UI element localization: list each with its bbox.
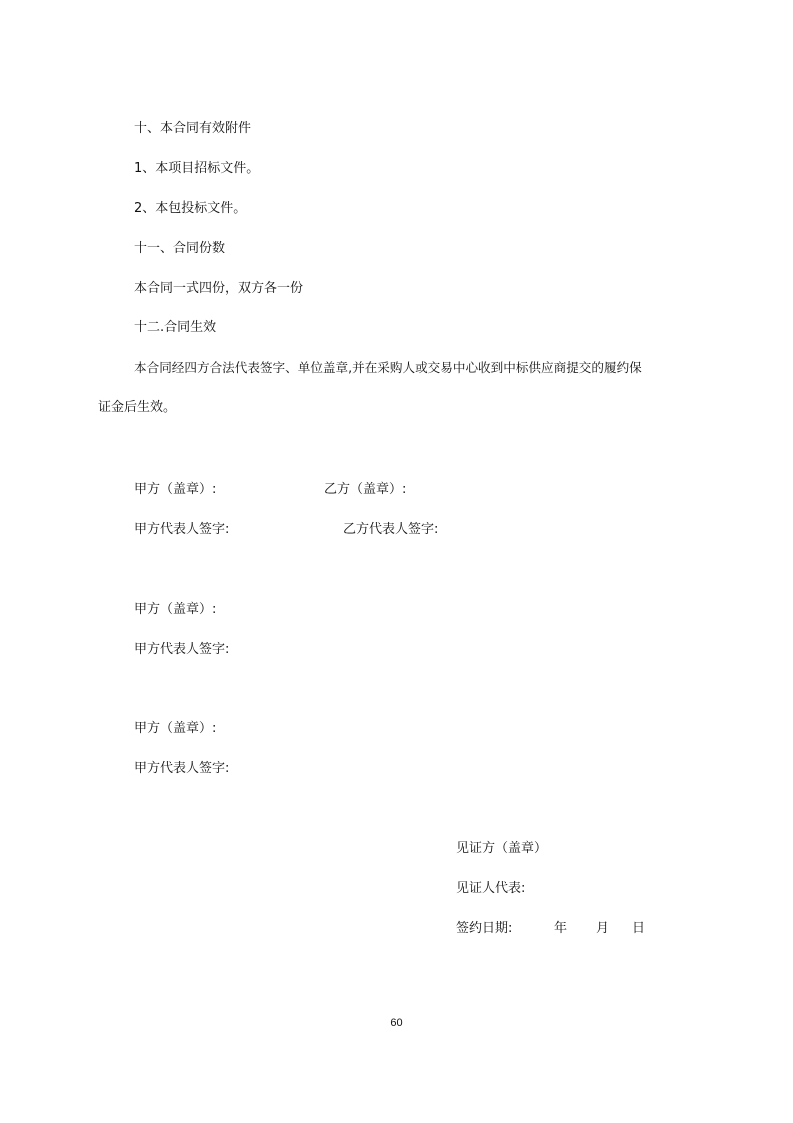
attachment-item-2: 2、本包投标文件。 [134,201,247,216]
block2-party-a-seal: 甲方（盖章）: [134,602,217,617]
copies-text: 本合同一式四份，双方各一份 [134,281,304,296]
witness-rep: 见证人代表: [456,881,526,896]
witness-seal: 见证方（盖章） [456,841,548,856]
attachments-heading: 十、本合同有效附件 [134,121,252,136]
block1-party-b-rep: 乙方代表人签字: [343,522,439,537]
block1-party-a-rep: 甲方代表人签字: [134,522,230,537]
effect-heading: 十二.合同生效 [134,320,217,335]
signing-date-day: 日 [632,921,646,936]
block1-party-b-seal: 乙方（盖章）: [324,482,407,497]
attachment-item-1: 1、本项目招标文件。 [134,161,260,176]
block1-party-a-seal: 甲方（盖章）: [134,482,217,497]
copies-heading: 十一、合同份数 [134,241,226,256]
page-number: 60 [390,1017,403,1029]
block3-party-a-rep: 甲方代表人签字: [134,761,230,776]
signing-date-label: 签约日期: [456,921,513,936]
block2-party-a-rep: 甲方代表人签字: [134,642,230,657]
effect-text-line2: 证金后生效。 [98,400,177,415]
block3-party-a-seal: 甲方（盖章）: [134,721,217,736]
signing-date-month: 月 [596,921,610,936]
signing-date-year: 年 [554,921,568,936]
effect-text-line1: 本合同经四方合法代表签字、单位盖章,并在采购人或交易中心收到中标供应商提交的履约保 [134,360,642,375]
